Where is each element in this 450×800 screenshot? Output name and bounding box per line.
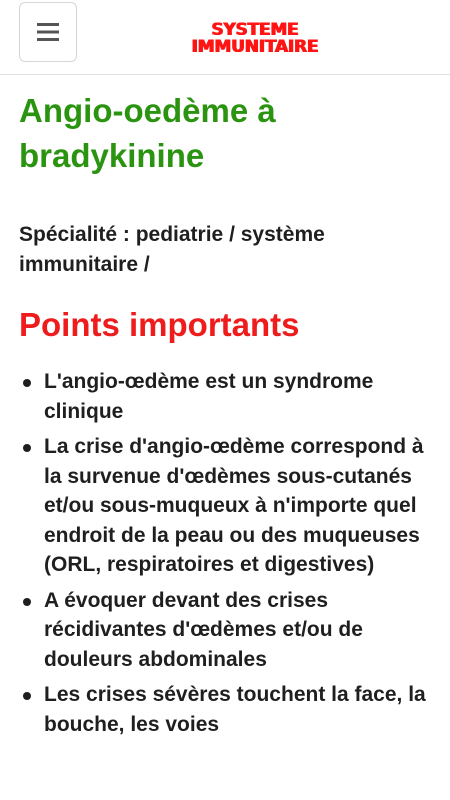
list-item-text: L'angio-œdème est un syndrome clinique bbox=[44, 370, 374, 423]
bullet-icon bbox=[23, 379, 31, 387]
specialty-label: Spécialité : pediatrie / système immunitaire / bbox=[19, 223, 325, 276]
list-item-text: A évoquer devant des crises récidivantes d'œdèmes et/ou de douleurs abdominales bbox=[44, 588, 363, 671]
bullet-icon bbox=[23, 444, 31, 452]
article-content bbox=[0, 88, 450, 739]
logo-line-1: SYSTEME bbox=[211, 20, 299, 40]
list-item bbox=[44, 367, 430, 426]
list-item bbox=[44, 432, 430, 580]
list-item-text: La crise d'angio-œdème correspond à la survenue d'œdèmes sous-cutanés et/ou sous-muqueux à n'importe quel endroit de la peau ou des muqueuses (ORL, respiratoires et digestives) bbox=[44, 435, 424, 576]
section-title: Points importants bbox=[19, 306, 300, 343]
site-logo[interactable] bbox=[150, 22, 360, 56]
app-header bbox=[0, 0, 450, 75]
hamburger-icon bbox=[37, 23, 59, 41]
logo-line-2: IMMUNITAIRE bbox=[191, 37, 319, 57]
list-item bbox=[44, 586, 430, 675]
menu-button[interactable] bbox=[19, 2, 77, 62]
list-item bbox=[44, 680, 430, 739]
bullet-icon bbox=[23, 692, 31, 700]
page-title: Angio-oedème à bradykinine bbox=[19, 92, 276, 174]
list-item-text: Les crises sévères touchent la face, la bouche, les voies bbox=[44, 683, 426, 736]
key-points-list bbox=[19, 367, 430, 739]
bullet-icon bbox=[23, 598, 31, 606]
